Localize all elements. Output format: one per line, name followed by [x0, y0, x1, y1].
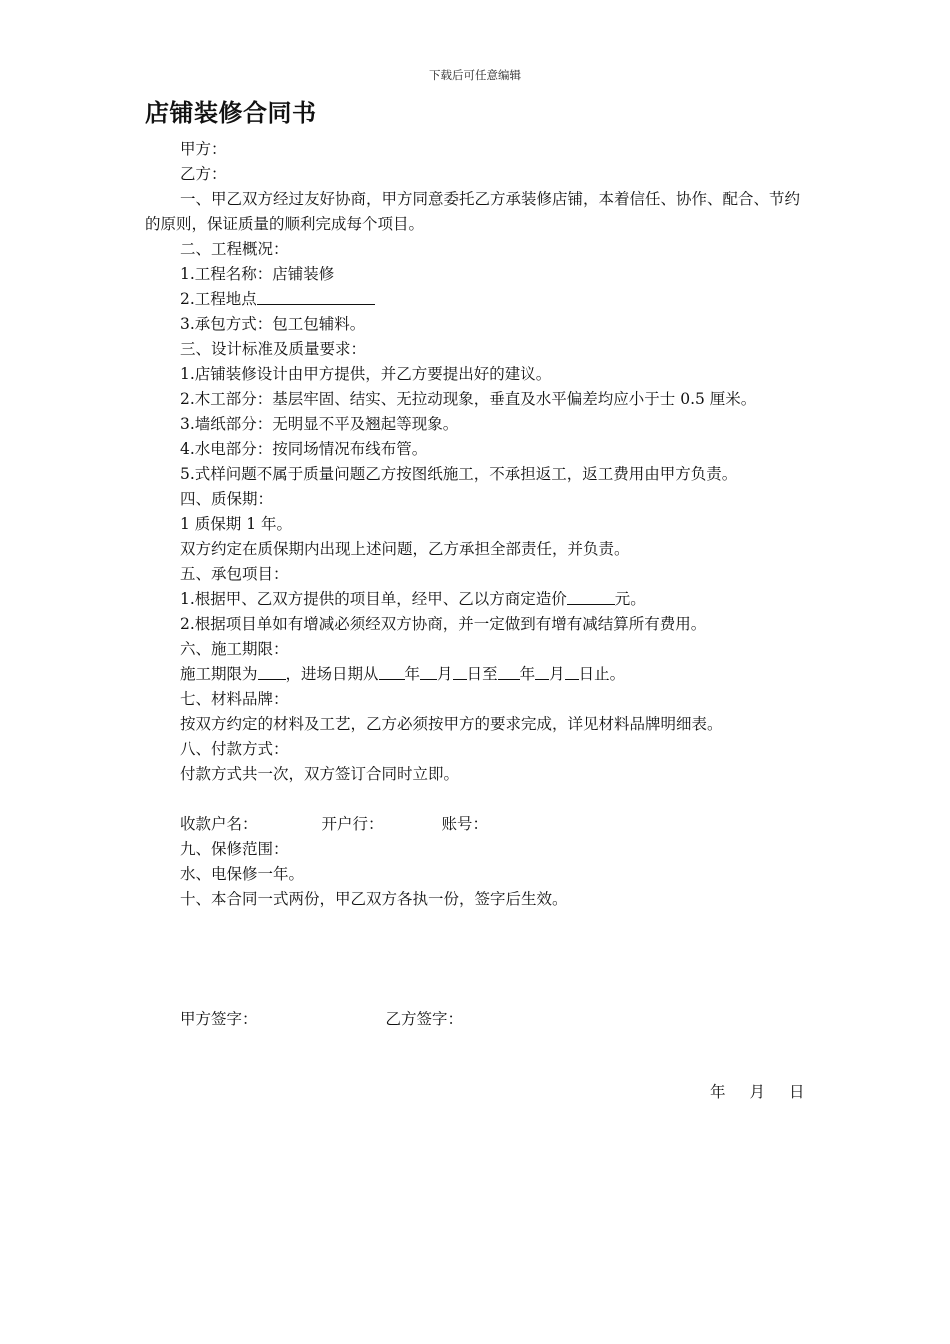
- wallpaper-clause: 3.墙纸部分：无明显不平及翘起等现象。: [180, 415, 459, 433]
- party-b-signature-label: 乙方签字：: [385, 1010, 464, 1028]
- construction-period-line: [145, 662, 815, 687]
- section-5-title: 五、承包项目：: [180, 565, 289, 583]
- start-year-label: 年: [404, 665, 421, 683]
- price-clause: [145, 587, 815, 612]
- price-clause-text: 1.根据甲、乙双方提供的项目单，经甲、乙以方商定造价: [180, 590, 567, 608]
- end-date-label: 日至: [466, 665, 498, 683]
- bank-label: 开户行：: [321, 815, 384, 833]
- project-location-line: [145, 287, 815, 312]
- section-6-title: 六、施工期限：: [180, 640, 289, 658]
- section-4-title: 四、质保期：: [180, 490, 274, 508]
- header-note: 下载后可任意编辑: [429, 68, 521, 82]
- design-clause: 1.店铺装修设计由甲方提供，并乙方要提出好的建议。: [180, 365, 552, 383]
- project-location-label: 2.工程地点: [180, 290, 257, 308]
- date-row: [710, 1080, 805, 1105]
- start-year-blank: [379, 663, 405, 680]
- project-location-blank: [257, 288, 375, 305]
- warranty-scope-line: 水、电保修一年。: [180, 865, 305, 883]
- party-b-line: 乙方：: [180, 165, 227, 183]
- signature-row: [180, 1007, 463, 1032]
- payee-name-label: 收款户名：: [180, 815, 258, 833]
- adjustment-clause: 2.根据项目单如有增减必须经双方协商，并一定做到有增有减结算所有费用。: [180, 615, 707, 633]
- section-10-clause: 十、本合同一式两份，甲乙双方各执一份，签字后生效。: [180, 890, 568, 908]
- section-2-title: 二、工程概况：: [180, 240, 289, 258]
- carpentry-clause: 2.木工部分：基层牢固、结实、无拉动现象，垂直及水平偏差均应小于士 0.5 厘米。: [180, 390, 757, 408]
- contract-body: [145, 137, 815, 912]
- end-year-blank: [498, 663, 520, 680]
- warranty-period-line: 1 质保期 1 年。: [180, 515, 293, 533]
- start-month-blank: [420, 663, 437, 680]
- price-unit: 元。: [614, 590, 646, 608]
- materials-clause: 按双方约定的材料及工艺，乙方必须按甲方的要求完成，详见材料品牌明细表。: [180, 715, 723, 733]
- end-day-blank: [565, 663, 579, 680]
- project-name-line: 1.工程名称：店铺装修: [180, 265, 335, 283]
- end-month-label: 月: [549, 665, 565, 683]
- style-issue-clause: 5.式样问题不属于质量问题乙方按图纸施工，不承担返工，返工费用由甲方负责。: [180, 465, 738, 483]
- price-blank: [567, 588, 615, 605]
- section-8-title: 八、付款方式：: [180, 740, 289, 758]
- contract-mode-line: 3.承包方式：包工包辅料。: [180, 315, 366, 333]
- start-date-label: ，进场日期从: [285, 665, 379, 683]
- warranty-responsibility-line: 双方约定在质保期内出现上述问题，乙方承担全部责任，并负责。: [180, 540, 630, 558]
- account-label: 账号：: [441, 815, 489, 833]
- start-month-label: 月: [437, 665, 453, 683]
- party-a-signature-label: 甲方签字：: [180, 1010, 258, 1028]
- date-day-label: 日: [789, 1083, 805, 1101]
- date-year-label: 年: [710, 1083, 726, 1101]
- spacer: [145, 787, 815, 812]
- start-day-blank: [453, 663, 467, 680]
- section-7-title: 七、材料品牌：: [180, 690, 289, 708]
- date-month-label: 月: [749, 1083, 766, 1101]
- end-day-label: 日止。: [578, 665, 626, 683]
- payment-clause: 付款方式共一次，双方签订合同时立即。: [180, 765, 460, 783]
- party-a-line: 甲方：: [180, 140, 227, 158]
- section-9-title: 九、保修范围：: [180, 840, 289, 858]
- section-1-paragraph: 一、甲乙双方经过友好协商，甲方同意委托乙方承装修店铺，本着信任、协作、配合、节约的原则，保证质量的顺利完成每个项目。: [145, 190, 801, 233]
- end-month-blank: [535, 663, 549, 680]
- payee-info-line: [145, 812, 815, 837]
- period-label: 施工期限为: [180, 665, 258, 683]
- period-days-blank: [258, 663, 286, 680]
- plumbing-electric-clause: 4.水电部分：按同场情况布线布管。: [180, 440, 428, 458]
- section-3-title: 三、设计标准及质量要求：: [180, 340, 367, 358]
- end-year-label: 年: [519, 665, 536, 683]
- document-title: 店铺装修合同书: [145, 98, 317, 127]
